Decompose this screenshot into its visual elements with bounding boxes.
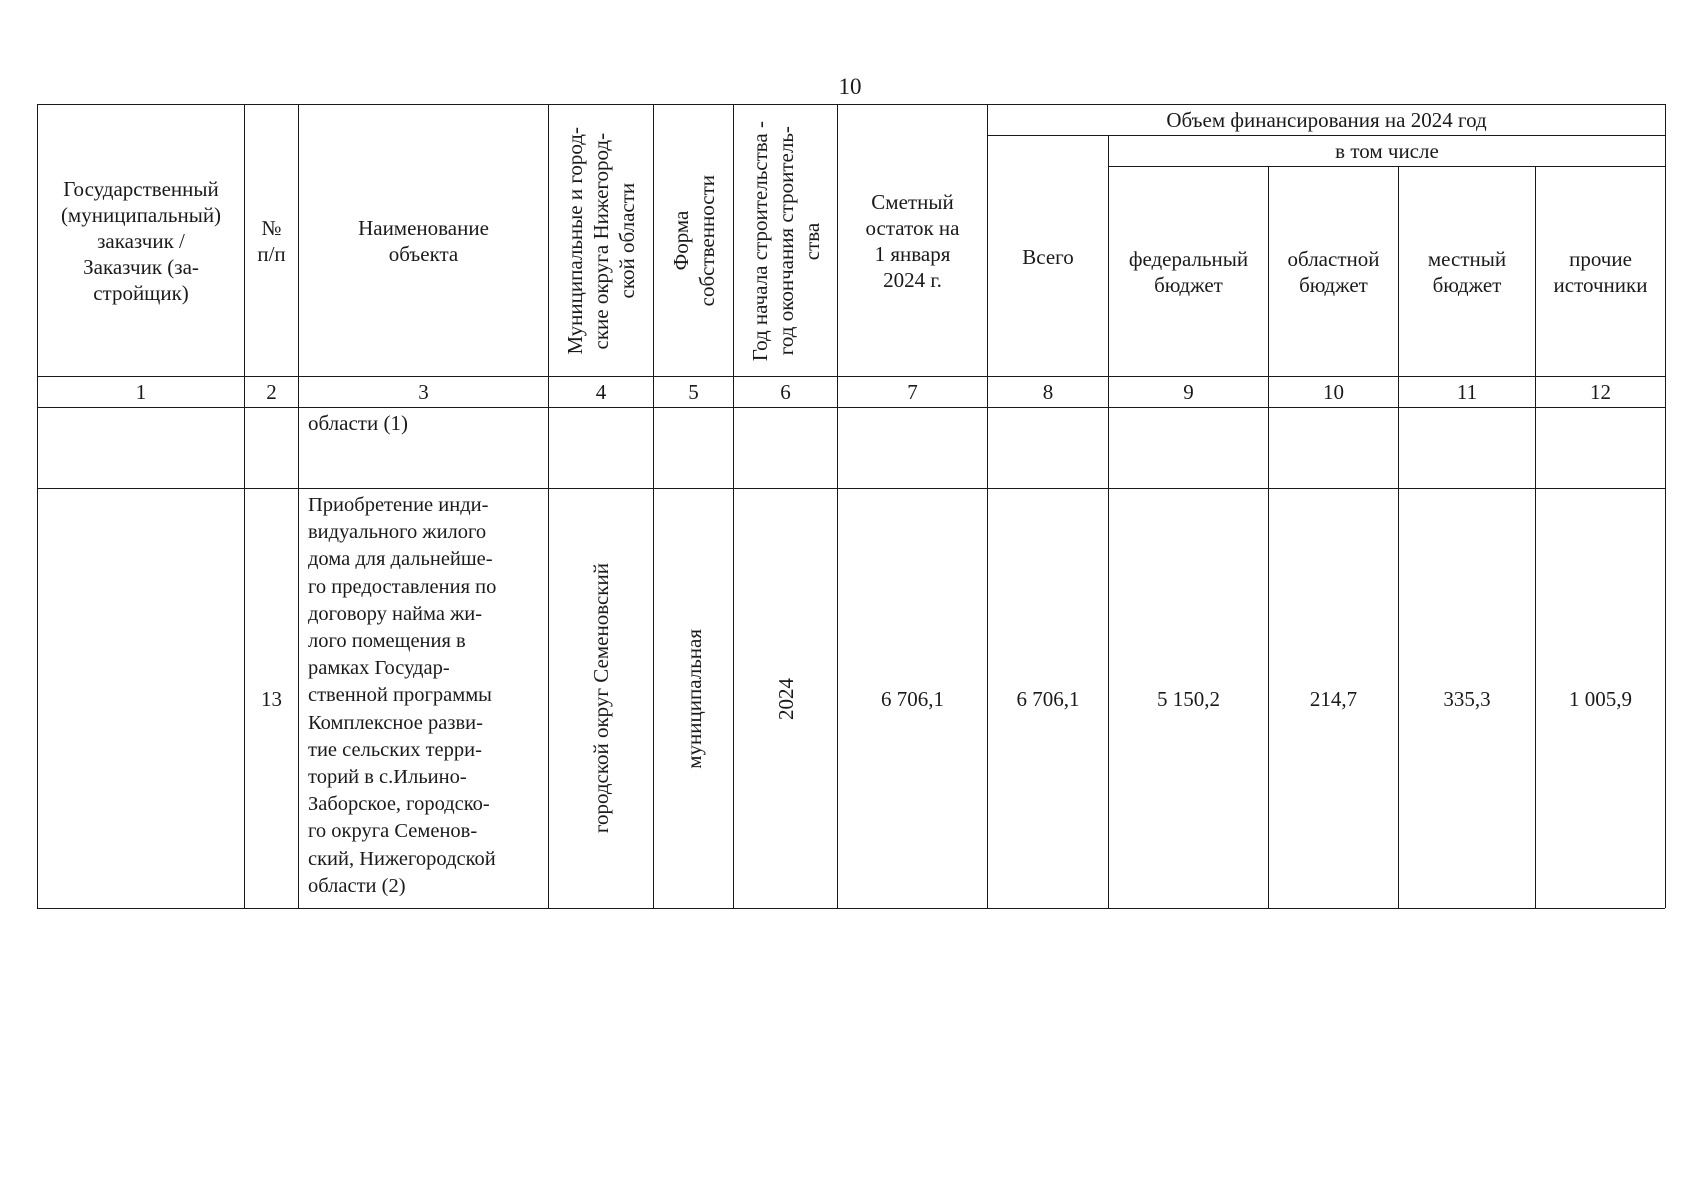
row1-object-name: области (1) [308,411,408,435]
table-col-line [244,104,245,908]
row2-years: 2024 [773,677,798,720]
table-col-line [1398,166,1399,908]
row2-district: городской округ Семеновский [589,563,613,834]
header-number: № п/п [257,216,286,266]
table-col-line [837,104,838,908]
col-number-10: 10 [1323,380,1344,404]
row2-object-name: Приобретение инди- видуального жилого дома для дальнейше- го предоставления по договору найма жи- лого помещения в рамках Государ- ственной программы Комплексное разви- тие сельских терри- торий в с.Ильино- Заборское, городско- го округа Семенов- ский, Нижегородской области (2) [308,494,497,897]
header-including: в том числе [1335,139,1439,163]
col-number-7: 7 [907,380,918,404]
header-district-cell [550,106,652,376]
header-estimate-balance: Сметный остаток на 1 января 2024 г. [865,190,960,292]
row2-federal: 5 150,2 [1157,686,1220,711]
table-line-row1-bottom [37,488,1665,489]
table-col-line [653,104,654,908]
row2-total: 6 706,1 [1016,686,1080,711]
row2-years-cell [735,490,836,907]
row2-regional: 214,7 [1309,686,1358,711]
row1-estimate-balance [839,409,986,487]
row1-total [989,409,1107,487]
table-col-line [1535,166,1536,908]
row2-estimate-balance: 6 706,1 [881,686,944,711]
col-number-1: 1 [135,380,147,404]
col-number-8: 8 [1042,380,1054,404]
row1-other [1537,409,1664,487]
row1-local [1400,409,1534,487]
col-number-5: 5 [688,380,699,404]
table-col-line [298,104,299,908]
table-col-line [733,104,734,908]
table-border-left [37,104,38,908]
row2-ownership-cell [655,490,732,907]
table-col-line [987,104,988,908]
row2-district-cell [550,490,652,907]
header-district: Муниципальные и город- ские округа Нижегород- ской области [563,127,639,355]
table-border-bottom [37,908,1665,909]
row1-ownership [655,409,732,487]
header-funding-group: Объем финансирования на 2024 год [1166,108,1487,132]
col-number-6: 6 [780,380,791,404]
row1-number [246,409,297,487]
row2-local: 335,3 [1443,686,1491,711]
row1-federal [1110,409,1267,487]
col-number-3: 3 [418,380,429,404]
table-line-numbering-bottom [37,407,1665,408]
row2-other: 1 005,9 [1569,686,1632,711]
header-object-name: Наименование объекта [358,216,489,266]
header-years: Год начала строительства - год окончания строитель- ства [747,120,824,362]
col-number-2: 2 [266,380,277,404]
row2-customer [39,490,243,907]
header-total: Всего [1022,244,1074,269]
row1-district [550,409,652,487]
table-line-including [1108,166,1665,167]
row2-ownership: муниципальная [681,628,706,769]
table-col-line [548,104,549,908]
header-regional: областной бюджет [1287,247,1380,297]
row2-number: 13 [261,686,282,711]
header-customer: Государственный (муниципальный) заказчик / Заказчик (за- стройщик) [60,177,222,305]
table-col-line [1108,135,1109,908]
col-number-9: 9 [1183,380,1194,404]
row1-years [735,409,836,487]
header-local: местный бюджет [1427,247,1507,297]
header-ownership-cell [655,106,732,376]
col-number-4: 4 [595,380,607,404]
table-border-right [1665,104,1666,908]
row1-customer [39,409,243,487]
col-number-11: 11 [1456,380,1478,404]
header-years-cell [735,106,836,376]
page-number: 10 [838,74,862,99]
table-col-line [1268,166,1269,908]
header-federal: федеральный бюджет [1128,247,1249,297]
header-other: прочие источники [1553,247,1648,297]
row1-regional [1270,409,1397,487]
header-ownership: Форма собственности [668,175,719,307]
col-number-12: 12 [1590,380,1611,404]
